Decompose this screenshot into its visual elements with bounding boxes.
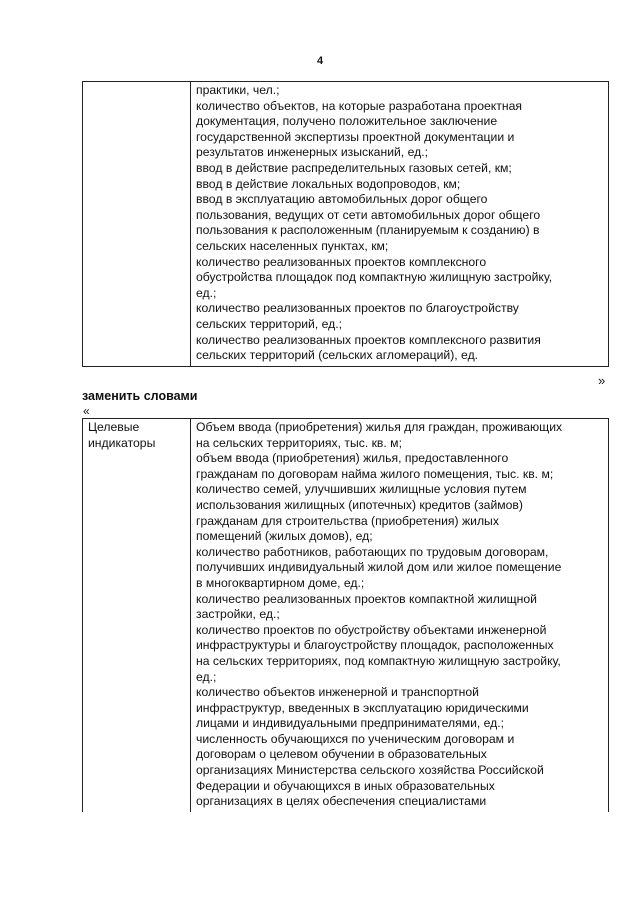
- text-line: застройки, ед.;: [196, 607, 280, 622]
- text-line: сельских территорий, ед.;: [196, 316, 343, 331]
- label-line: индикаторы: [88, 435, 156, 450]
- text-line: гражданам для строительства (приобретения) жилых: [196, 513, 499, 528]
- text-line: количество работников, работающих по трудовым договорам,: [196, 544, 549, 559]
- text-line: организациях Министерства сельского хозяйства Российской: [196, 763, 544, 778]
- text-line: пользования к расположенным (планируемым к созданию) в: [196, 223, 540, 238]
- table-content-cell: [191, 419, 609, 812]
- text-line: количество проектов по обустройству объектами инженерной: [196, 622, 547, 637]
- text-line: ввод в действие распределительных газовых сетей, км;: [196, 160, 512, 175]
- text-line: инфраструктуры и благоустройству площадок, расположенных: [196, 638, 554, 653]
- indicators-table-new: [82, 418, 609, 812]
- table-content-cell: [191, 82, 609, 367]
- table-row: [83, 82, 609, 367]
- text-line: сельских территорий (сельских агломераций), ед.: [196, 348, 479, 363]
- text-line: обустройства площадок под компактную жилищную застройку,: [196, 270, 553, 285]
- text-line: количество объектов, на которые разработана проектная: [196, 98, 522, 113]
- label-line: Целевые: [88, 420, 140, 434]
- text-line: лицами и индивидуальными предпринимателями, ед.;: [196, 716, 505, 731]
- text-line: количество реализованных проектов комплексного развития: [196, 332, 541, 347]
- text-line: ввод в эксплуатацию автомобильных дорог общего: [196, 192, 488, 207]
- replace-instruction: заменить словами: [82, 389, 198, 403]
- text-line: численность обучающихся по ученическим договорам и: [196, 731, 515, 746]
- indicators-table-old: [82, 81, 609, 367]
- text-line: количество семей, улучшивших жилищные условия путем: [196, 482, 527, 497]
- text-line: организациях в целях обеспечения специалистами: [196, 794, 487, 809]
- text-line: гражданам по договорам найма жилого помещения, тыс. кв. м;: [196, 466, 554, 481]
- text-line: на сельских территориях, под компактную жилищную застройку,: [196, 653, 561, 668]
- text-line: документация, получено положительное заключение: [196, 114, 498, 129]
- text-line: получивших индивидуальный жилой дом или жилое помещение: [196, 560, 562, 575]
- text-line: результатов инженерных изысканий, ед.;: [196, 145, 428, 160]
- table-row: [83, 419, 609, 812]
- text-line: на сельских территориях, тыс. кв. м;: [196, 435, 402, 450]
- text-line: ед.;: [196, 669, 217, 684]
- text-line: государственной экспертизы проектной документации и: [196, 129, 515, 144]
- text-line: количество объектов инженерной и транспортной: [196, 685, 479, 700]
- text-line: сельских населенных пунктах, км;: [196, 238, 389, 253]
- text-line: договорам о целевом обучении в образовательных: [196, 747, 487, 762]
- indicator-text: [196, 83, 602, 364]
- opening-quote: «: [83, 404, 90, 418]
- text-line: ввод в действие локальных водопроводов, км;: [196, 176, 461, 191]
- text-line: Объем ввода (приобретения) жилья для граждан, проживающих: [196, 420, 563, 434]
- table-label-cell: [83, 82, 191, 367]
- text-line: ед.;: [196, 285, 217, 300]
- page-number: 4: [316, 55, 324, 67]
- text-line: использования жилищных (ипотечных) кредитов (займов): [196, 497, 523, 512]
- text-line: помещений (жилых домов), ед;: [196, 529, 373, 544]
- text-line: Федерации и обучающихся в иных образовательных: [196, 778, 495, 793]
- text-line: практики, чел.;: [196, 83, 280, 97]
- text-line: пользования, ведущих от сети автомобильных дорог общего: [196, 207, 541, 222]
- indicator-text: [196, 420, 602, 810]
- text-line: количество реализованных проектов комплексного: [196, 254, 487, 269]
- text-line: объем ввода (приобретения) жилья, предоставленного: [196, 451, 509, 466]
- text-line: количество реализованных проектов по благоустройству: [196, 301, 519, 316]
- table-label-cell: [83, 419, 191, 812]
- closing-quote: »: [598, 373, 606, 388]
- text-line: инфраструктур, введенных в эксплуатацию юридическими: [196, 700, 529, 715]
- text-line: количество реализованных проектов компактной жилищной: [196, 591, 537, 606]
- text-line: в многоквартирном доме, ед.;: [196, 575, 365, 590]
